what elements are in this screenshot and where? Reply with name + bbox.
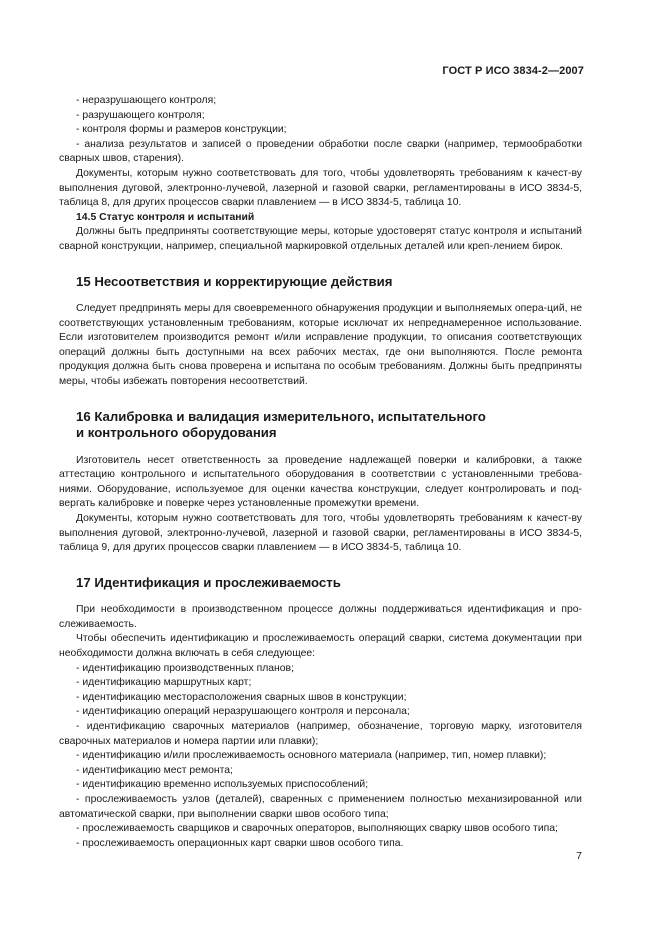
paragraph: Документы, которым нужно соответствовать для того, чтобы удовлетворять требованиям к качест-ву выполнения дуговой, электронно-лучевой, лазерной и газовой сварки, регламентированы в ИСО 3834-5, таблица 8, для других процессов сварки плавлением — в ИСО 3834-5, таблица 10. (59, 167, 582, 209)
list-item: - прослеживаемость сварщиков и сварочных операторов, выполняющих сварку швов особого типа; (76, 823, 558, 835)
list-item: - идентификацию и/или прослеживаемость основного материала (например, тип, номер плавки); (76, 750, 547, 762)
section-16-text-1: Изготовитель несет ответственность за проведение надлежащей поверки и калибровки, а также аттестацию контрольного и испытательного оборудования в соответствии с установленными требова-ниями. Оборудование, используемое для оценки качества конструкции, следует контролировать и под-вергать калибровке и поверке через установленные промежутки времени. (59, 454, 582, 510)
list-item: - идентификацию месторасположения сварных швов в конструкции; (76, 691, 407, 703)
list-item: - неразрушающего контроля; (76, 95, 217, 106)
list-item: - идентификацию сварочных материалов (например, обозначение, торговую марку, изготовителя сварочных материалов и номера партии или плавки); (59, 721, 582, 747)
list-a (59, 94, 582, 167)
list-item: - прослеживаемость узлов (деталей), сваренных с применением полностью механизированной или автоматической сварки, при выполнении сварки швов особого типа; (59, 793, 582, 820)
page-number: 7 (576, 851, 582, 862)
list-item: - идентификацию операций неразрушающего контроля и персонала; (76, 706, 410, 718)
list-item: - идентификацию маршрутных карт; (76, 677, 252, 689)
list-item: - контроля формы и размеров конструкции; (76, 124, 287, 136)
section-17-title: 17 Идентификация и прослеживаемость (76, 574, 341, 590)
section-17-list (59, 662, 582, 852)
list-item: - идентификацию мест ремонта; (76, 764, 233, 776)
list-item: - идентификацию производственных планов; (76, 662, 294, 674)
section-15-title: 15 Несоответствия и корректирующие действия (76, 273, 393, 289)
section-14-5-title: 14.5 Статус контроля и испытаний (76, 211, 255, 223)
section-16-title (59, 409, 582, 442)
section-17-text-2: Чтобы обеспечить идентификацию и прослеживаемость операций сварки, система документации при необходимости должна включать в себя следующее: (59, 633, 582, 660)
section-16-title-line1: 16 Калибровка и валидация измерительного, испытательного (76, 408, 486, 424)
list-item: - анализа результатов и записей о проведении обработки после сварки (например, термообработки сварных швов, старения). (59, 138, 582, 165)
section-16-text-2: Документы, которым нужно соответствовать для того, чтобы удовлетворять требованиям к качест-ву выполнения дуговой, электронно-лучевой, лазерной и газовой сварки, регламентированы в ИСО 3834-5, таблица 9, для других процессов сварки плавлением — в ИСО 3834-5, таблица 10. (59, 512, 582, 554)
section-14-5-text: Должны быть предприняты соответствующие меры, которые удостоверят статус контроля и испытаний сварной конструкции, например, специальной маркировкой отдельных деталей или креп-лением бирок. (59, 226, 582, 252)
list-item: - идентификацию временно используемых приспособлений; (76, 779, 369, 791)
list-item: - прослеживаемость операционных карт сварки швов особого типа. (76, 837, 404, 849)
section-16-title-line2: и контрольного оборудования (76, 425, 277, 441)
section-17-text-1: При необходимости в производственном процессе должны поддерживаться идентификация и про-слеживаемость. (59, 604, 582, 630)
document-number-header: ГОСТ Р ИСО 3834-2—2007 (442, 65, 584, 77)
list-item: - разрушающего контроля; (76, 109, 205, 121)
section-15-text: Следует предпринять меры для своевременного обнаружения продукции и выполняемых опера-ций, не соответствующих установленным требованиям, которые исключат их непреднамеренное использование. Если изготовителем производится ремонт и/или исправление продукции, то описания соответствующих операций должны быть доступными на всех рабочих местах, где они выполняются. После ремонта продукция должна быть снова проверена и испытана по особым требованиям. Должны быть предприняты меры, чтобы избежать повторения несоответствий. (59, 303, 582, 387)
page-content (59, 94, 582, 851)
